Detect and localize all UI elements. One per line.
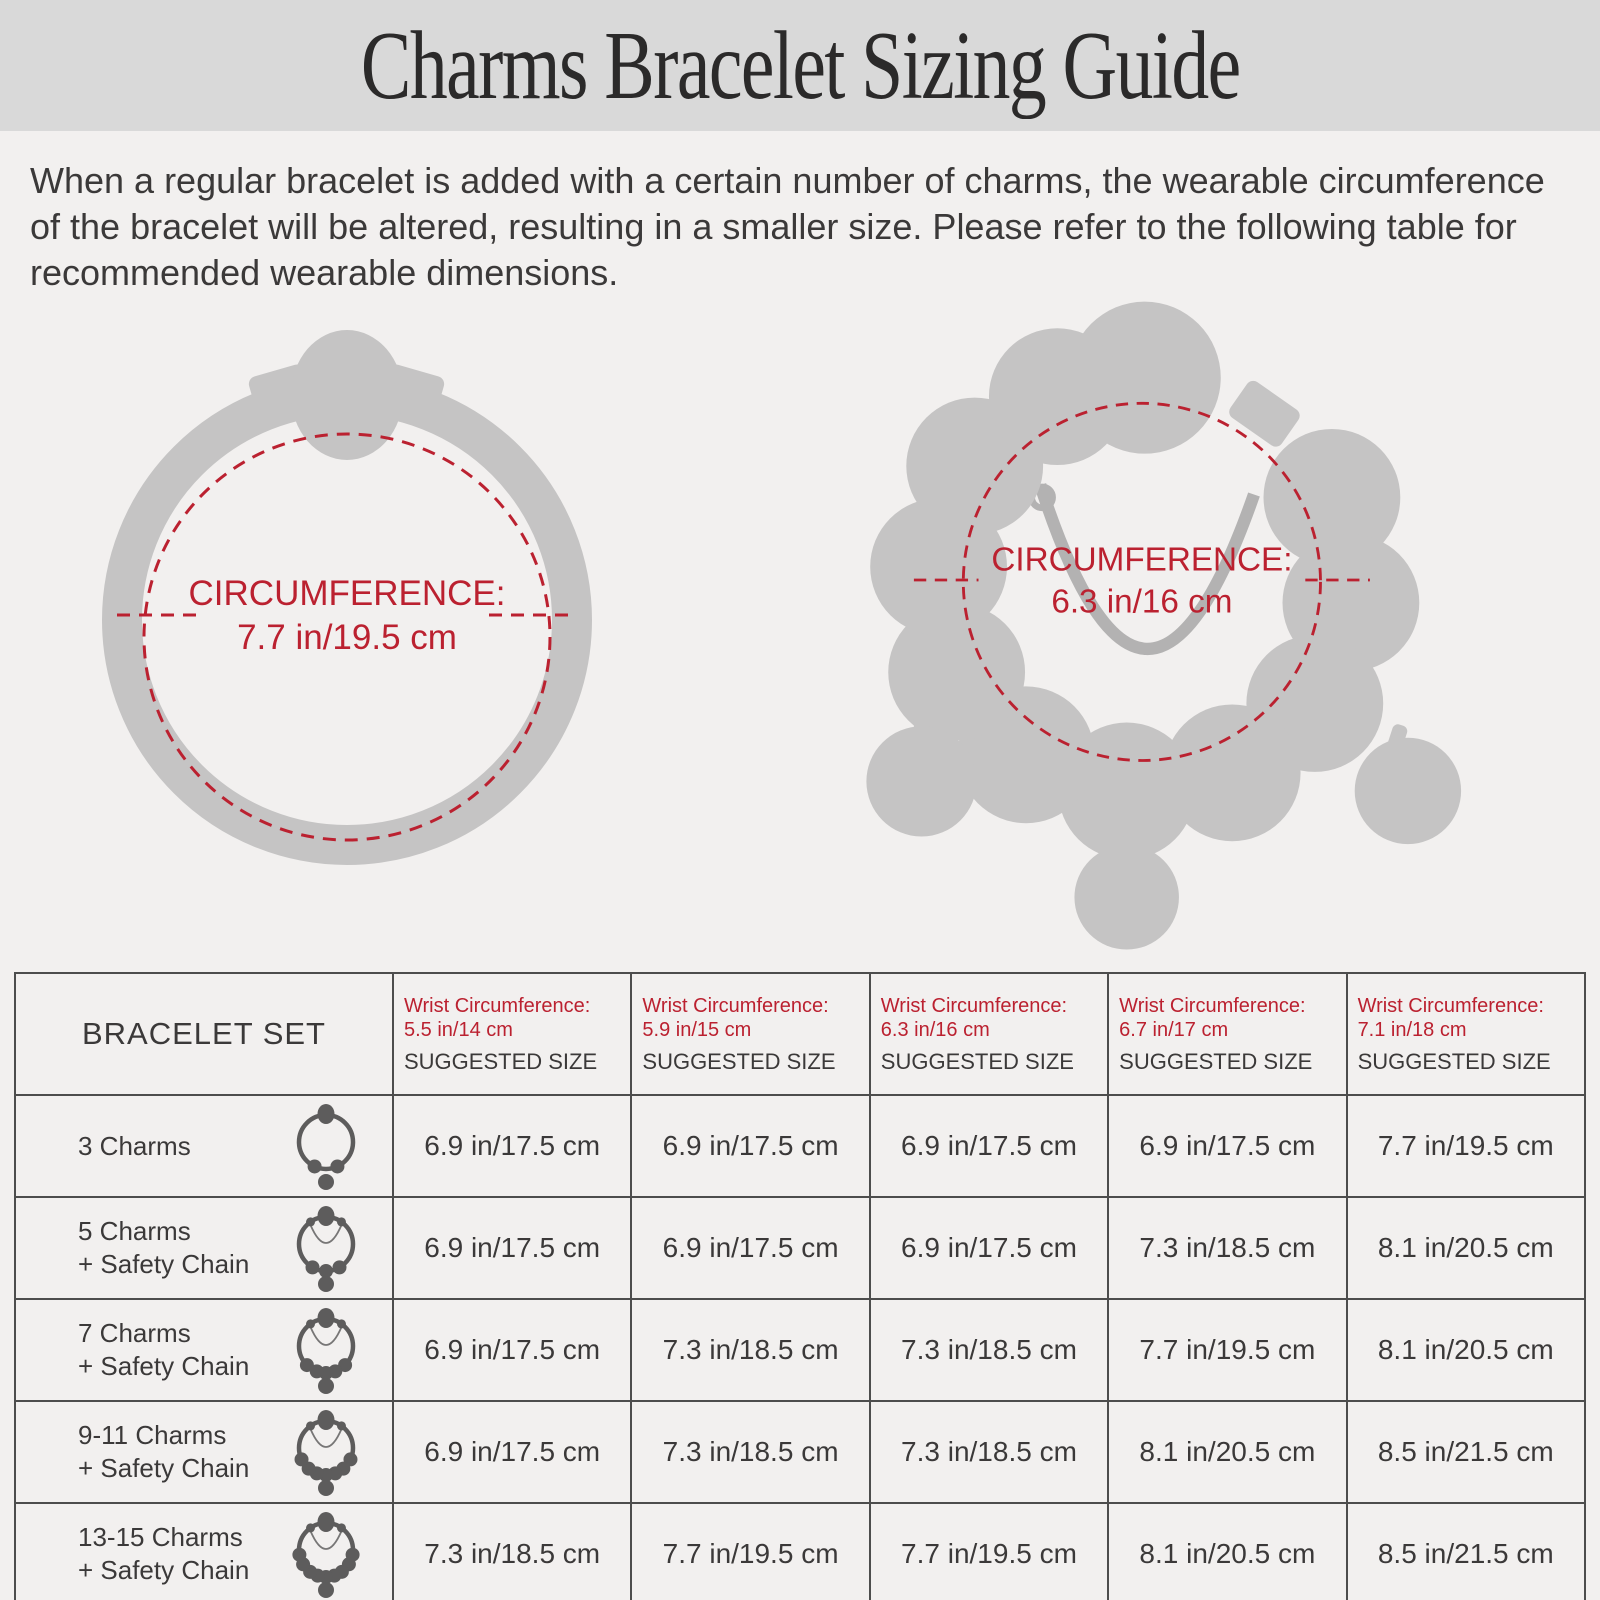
size-cell: 6.9 in/17.5 cm bbox=[393, 1299, 631, 1401]
page-title: Charms Bracelet Sizing Guide bbox=[360, 12, 1240, 119]
bracelet-icon-9-11-charms-safety-chain bbox=[288, 1405, 364, 1499]
plain-bracelet-diagram bbox=[55, 315, 635, 895]
table-row bbox=[15, 1503, 1585, 1600]
size-cell: 8.5 in/21.5 cm bbox=[1347, 1503, 1585, 1600]
size-cell: 7.3 in/18.5 cm bbox=[870, 1299, 1108, 1401]
size-cell: 7.7 in/19.5 cm bbox=[1108, 1299, 1346, 1401]
wrist-circumference-value: 6.7 in/17 cm bbox=[1119, 1019, 1229, 1041]
size-cell: 8.5 in/21.5 cm bbox=[1347, 1401, 1585, 1503]
table-row bbox=[15, 1197, 1585, 1299]
table-row bbox=[15, 1095, 1585, 1197]
suggested-size-label: SUGGESTED SIZE bbox=[404, 1049, 598, 1074]
size-cell: 6.9 in/17.5 cm bbox=[631, 1197, 869, 1299]
table-row bbox=[15, 1401, 1585, 1503]
bracelet-icon-5-charms-safety-chain bbox=[288, 1201, 364, 1295]
column-header bbox=[1108, 973, 1346, 1095]
wrist-circumference-label: Wrist Circumference: bbox=[642, 995, 829, 1017]
intro-text: When a regular bracelet is added with a certain number of charms, the wearable circumference of the bracelet will be altered, resulting in a smaller size. Please refer to the following table for recommended wearable dimensions. bbox=[30, 160, 1545, 293]
column-header bbox=[870, 973, 1108, 1095]
column-header bbox=[631, 973, 869, 1095]
wrist-circumference-value: 7.1 in/18 cm bbox=[1357, 1019, 1467, 1041]
suggested-size-label: SUGGESTED SIZE bbox=[1357, 1049, 1551, 1074]
circumference-value: 7.7 in/19.5 cm bbox=[237, 618, 457, 657]
size-cell: 7.3 in/18.5 cm bbox=[393, 1503, 631, 1600]
size-cell: 6.9 in/17.5 cm bbox=[393, 1095, 631, 1197]
size-cell: 6.9 in/17.5 cm bbox=[631, 1095, 869, 1197]
charm-bracelet-diagram bbox=[790, 295, 1490, 960]
wrist-circumference-value: 5.9 in/15 cm bbox=[642, 1019, 752, 1041]
wrist-circumference-label: Wrist Circumference: bbox=[404, 995, 591, 1017]
size-cell: 7.7 in/19.5 cm bbox=[631, 1503, 869, 1600]
bracelet-icon-3-charms bbox=[288, 1099, 364, 1193]
row-label: 7 Charms + Safety Chain bbox=[78, 1318, 250, 1381]
wrist-circumference-label: Wrist Circumference: bbox=[1119, 995, 1306, 1017]
size-cell: 7.3 in/18.5 cm bbox=[870, 1401, 1108, 1503]
size-cell: 8.1 in/20.5 cm bbox=[1108, 1503, 1346, 1600]
size-cell: 7.3 in/18.5 cm bbox=[1108, 1197, 1346, 1299]
row-label: 9-11 Charms + Safety Chain bbox=[78, 1420, 250, 1483]
wrist-circumference-value: 5.5 in/14 cm bbox=[404, 1019, 513, 1041]
table-row bbox=[15, 1299, 1585, 1401]
row-label: 13-15 Charms + Safety Chain bbox=[78, 1522, 250, 1585]
circumference-label: CIRCUMFERENCE: bbox=[991, 541, 1293, 579]
size-cell: 6.9 in/17.5 cm bbox=[870, 1095, 1108, 1197]
bracelet-icon-7-charms-safety-chain bbox=[288, 1303, 364, 1397]
column-header bbox=[1347, 973, 1585, 1095]
size-cell: 6.9 in/17.5 cm bbox=[393, 1197, 631, 1299]
header-band bbox=[0, 0, 1600, 131]
bracelet-icon-13-15-charms-safety-chain bbox=[288, 1507, 364, 1600]
wrist-circumference-value: 6.3 in/16 cm bbox=[880, 1019, 990, 1041]
suggested-size-label: SUGGESTED SIZE bbox=[880, 1049, 1074, 1074]
size-cell: 6.9 in/17.5 cm bbox=[1108, 1095, 1346, 1197]
column-header bbox=[393, 973, 631, 1095]
size-cell: 6.9 in/17.5 cm bbox=[393, 1401, 631, 1503]
size-cell: 7.3 in/18.5 cm bbox=[631, 1299, 869, 1401]
size-cell: 8.1 in/20.5 cm bbox=[1347, 1197, 1585, 1299]
charm-bracelet-silhouette bbox=[866, 302, 1461, 950]
table-header-row bbox=[15, 973, 1585, 1095]
circumference-label: CIRCUMFERENCE: bbox=[188, 574, 506, 613]
size-cell: 6.9 in/17.5 cm bbox=[870, 1197, 1108, 1299]
suggested-size-label: SUGGESTED SIZE bbox=[642, 1049, 836, 1074]
corner-header: BRACELET SET bbox=[15, 973, 393, 1095]
size-cell: 8.1 in/20.5 cm bbox=[1108, 1401, 1346, 1503]
sizing-table bbox=[14, 972, 1586, 1600]
wrist-circumference-label: Wrist Circumference: bbox=[1357, 995, 1544, 1017]
size-cell: 7.7 in/19.5 cm bbox=[1347, 1095, 1585, 1197]
size-cell: 8.1 in/20.5 cm bbox=[1347, 1299, 1585, 1401]
size-cell: 7.3 in/18.5 cm bbox=[631, 1401, 869, 1503]
row-label: 3 Charms bbox=[78, 1130, 191, 1161]
row-label: 5 Charms + Safety Chain bbox=[78, 1216, 250, 1279]
suggested-size-label: SUGGESTED SIZE bbox=[1119, 1049, 1313, 1074]
size-cell: 7.7 in/19.5 cm bbox=[870, 1503, 1108, 1600]
wrist-circumference-label: Wrist Circumference: bbox=[880, 995, 1068, 1017]
circumference-value: 6.3 in/16 cm bbox=[1051, 583, 1233, 621]
